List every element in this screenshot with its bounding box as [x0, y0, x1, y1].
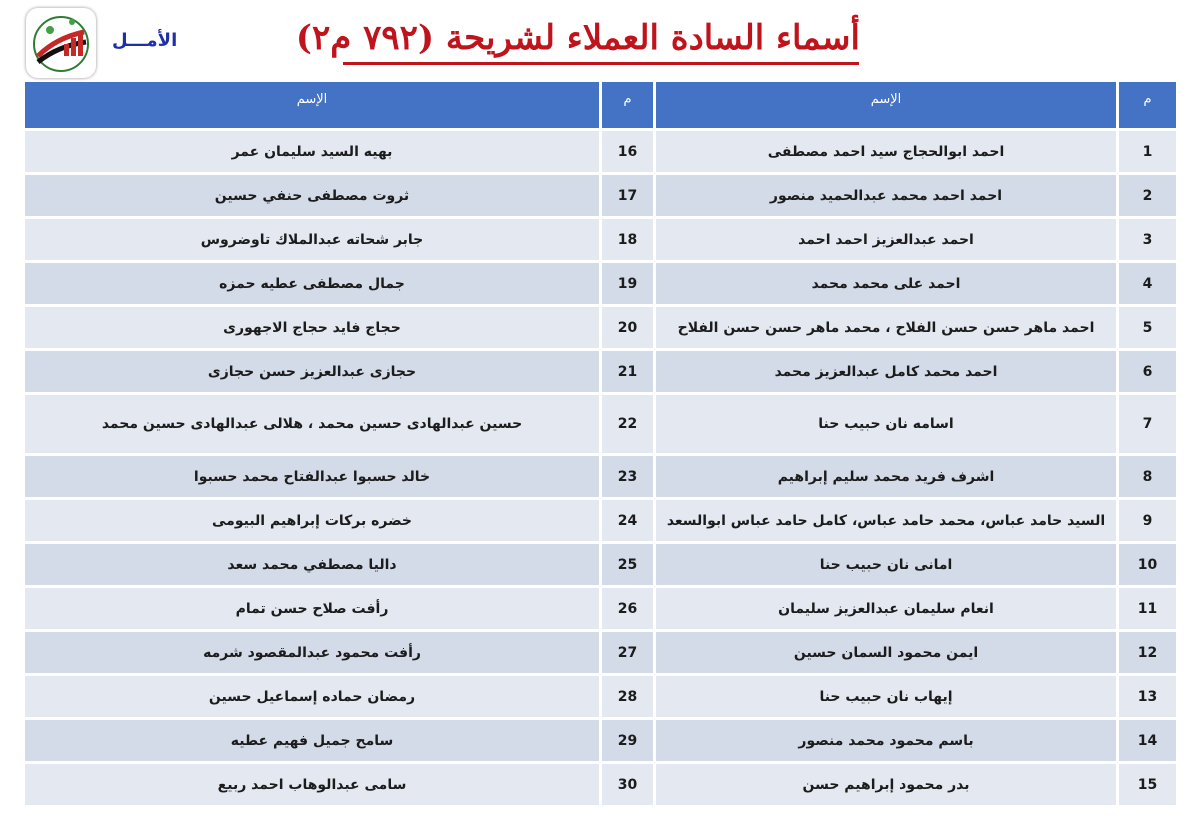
cell-num-right: 3: [1119, 219, 1176, 260]
cell-name-left: رأفت صلاح حسن تمام: [25, 588, 599, 629]
table-row: [25, 131, 1176, 175]
cell-name-right: ايمن محمود السمان حسين: [656, 632, 1116, 673]
cell-name-left: سامح جميل فهيم عطيه: [25, 720, 599, 761]
cell-name-right: احمد ابوالحجاج سيد احمد مصطفى: [656, 131, 1116, 172]
cell-name-left: حجازى عبدالعزيز حسن حجازى: [25, 351, 599, 392]
cell-name-right: باسم محمود محمد منصور: [656, 720, 1116, 761]
table-row: [25, 764, 1176, 808]
cell-num-left: 21: [602, 351, 653, 392]
cell-num-right: 9: [1119, 500, 1176, 541]
cell-num-right: 10: [1119, 544, 1176, 585]
cell-name-right: إيهاب نان حبيب حنا: [656, 676, 1116, 717]
cell-name-right: اسامه نان حبيب حنا: [656, 395, 1116, 453]
header-name-right: الإسم: [656, 82, 1116, 128]
cell-num-left: 17: [602, 175, 653, 216]
cell-name-right: انعام سليمان عبدالعزيز سليمان: [656, 588, 1116, 629]
cell-num-right: 6: [1119, 351, 1176, 392]
cell-name-right: احمد على محمد محمد: [656, 263, 1116, 304]
cell-num-right: 13: [1119, 676, 1176, 717]
cell-num-left: 20: [602, 307, 653, 348]
cell-num-right: 14: [1119, 720, 1176, 761]
header-num-right: م: [1119, 82, 1176, 128]
cell-num-right: 15: [1119, 764, 1176, 805]
cell-num-left: 16: [602, 131, 653, 172]
cell-name-left: داليا مصطفي محمد سعد: [25, 544, 599, 585]
cell-num-left: 29: [602, 720, 653, 761]
table-row: [25, 544, 1176, 588]
table-row: [25, 395, 1176, 456]
cell-num-right: 11: [1119, 588, 1176, 629]
cell-num-right: 8: [1119, 456, 1176, 497]
table-row: [25, 588, 1176, 632]
cell-num-right: 4: [1119, 263, 1176, 304]
cell-name-left: رأفت محمود عبدالمقصود شرمه: [25, 632, 599, 673]
cell-name-left: حسين عبدالهادى حسين محمد ، هلالى عبدالهادى حسين محمد: [25, 395, 599, 453]
cell-num-right: 12: [1119, 632, 1176, 673]
cell-name-right: بدر محمود إبراهيم حسن: [656, 764, 1116, 805]
cell-num-left: 24: [602, 500, 653, 541]
table-row: [25, 219, 1176, 263]
table-row: [25, 676, 1176, 720]
cell-num-left: 19: [602, 263, 653, 304]
cell-num-left: 28: [602, 676, 653, 717]
cell-num-right: 7: [1119, 395, 1176, 453]
header-name-left: الإسم: [25, 82, 599, 128]
cell-num-left: 25: [602, 544, 653, 585]
cell-name-left: حجاج فايد حجاج الاجهورى: [25, 307, 599, 348]
cell-name-left: بهيه السيد سليمان عمر: [25, 131, 599, 172]
header-num-left: م: [602, 82, 653, 128]
cell-num-left: 22: [602, 395, 653, 453]
brand-name: الأمـــل: [112, 30, 178, 51]
cell-name-right: السيد حامد عباس، محمد حامد عباس، كامل حامد عباس ابوالسعد: [656, 500, 1116, 541]
table-header-row: [25, 82, 1176, 131]
cell-name-right: احمد عبدالعزيز احمد احمد: [656, 219, 1116, 260]
cell-name-left: رمضان حماده إسماعيل حسين: [25, 676, 599, 717]
table-row: [25, 263, 1176, 307]
title-underline: [343, 62, 859, 65]
cell-num-right: 2: [1119, 175, 1176, 216]
table-row: [25, 175, 1176, 219]
cell-name-left: جمال مصطفى عطيه حمزه: [25, 263, 599, 304]
cell-name-left: جابر شحاته عبدالملاك تاوضروس: [25, 219, 599, 260]
table-row: [25, 351, 1176, 395]
cell-num-left: 26: [602, 588, 653, 629]
cell-name-right: احمد محمد كامل عبدالعزيز محمد: [656, 351, 1116, 392]
cell-num-left: 30: [602, 764, 653, 805]
cell-name-right: احمد ماهر حسن حسن الفلاح ، محمد ماهر حسن حسن الفلاح: [656, 307, 1116, 348]
cell-name-left: خالد حسبوا عبدالفتاح محمد حسبوا: [25, 456, 599, 497]
cell-num-left: 18: [602, 219, 653, 260]
company-logo-icon: [26, 8, 96, 78]
cell-name-left: سامى عبدالوهاب احمد ربيع: [25, 764, 599, 805]
table-row: [25, 500, 1176, 544]
table-body: [25, 131, 1176, 808]
table-row: [25, 632, 1176, 676]
cell-num-right: 1: [1119, 131, 1176, 172]
cell-name-right: اشرف فريد محمد سليم إبراهيم: [656, 456, 1116, 497]
cell-num-left: 27: [602, 632, 653, 673]
page-title: أسماء السادة العملاء لشريحة (٧٩٢ م٢): [295, 18, 860, 58]
cell-name-left: خضره بركات إبراهيم البيومى: [25, 500, 599, 541]
cell-name-left: ثروت مصطفى حنفي حسين: [25, 175, 599, 216]
table-row: [25, 307, 1176, 351]
cell-num-left: 23: [602, 456, 653, 497]
table-row: [25, 720, 1176, 764]
cell-name-right: احمد احمد محمد عبدالحميد منصور: [656, 175, 1116, 216]
customers-table: [25, 82, 1176, 808]
table-row: [25, 456, 1176, 500]
cell-num-right: 5: [1119, 307, 1176, 348]
cell-name-right: امانى نان حبيب حنا: [656, 544, 1116, 585]
